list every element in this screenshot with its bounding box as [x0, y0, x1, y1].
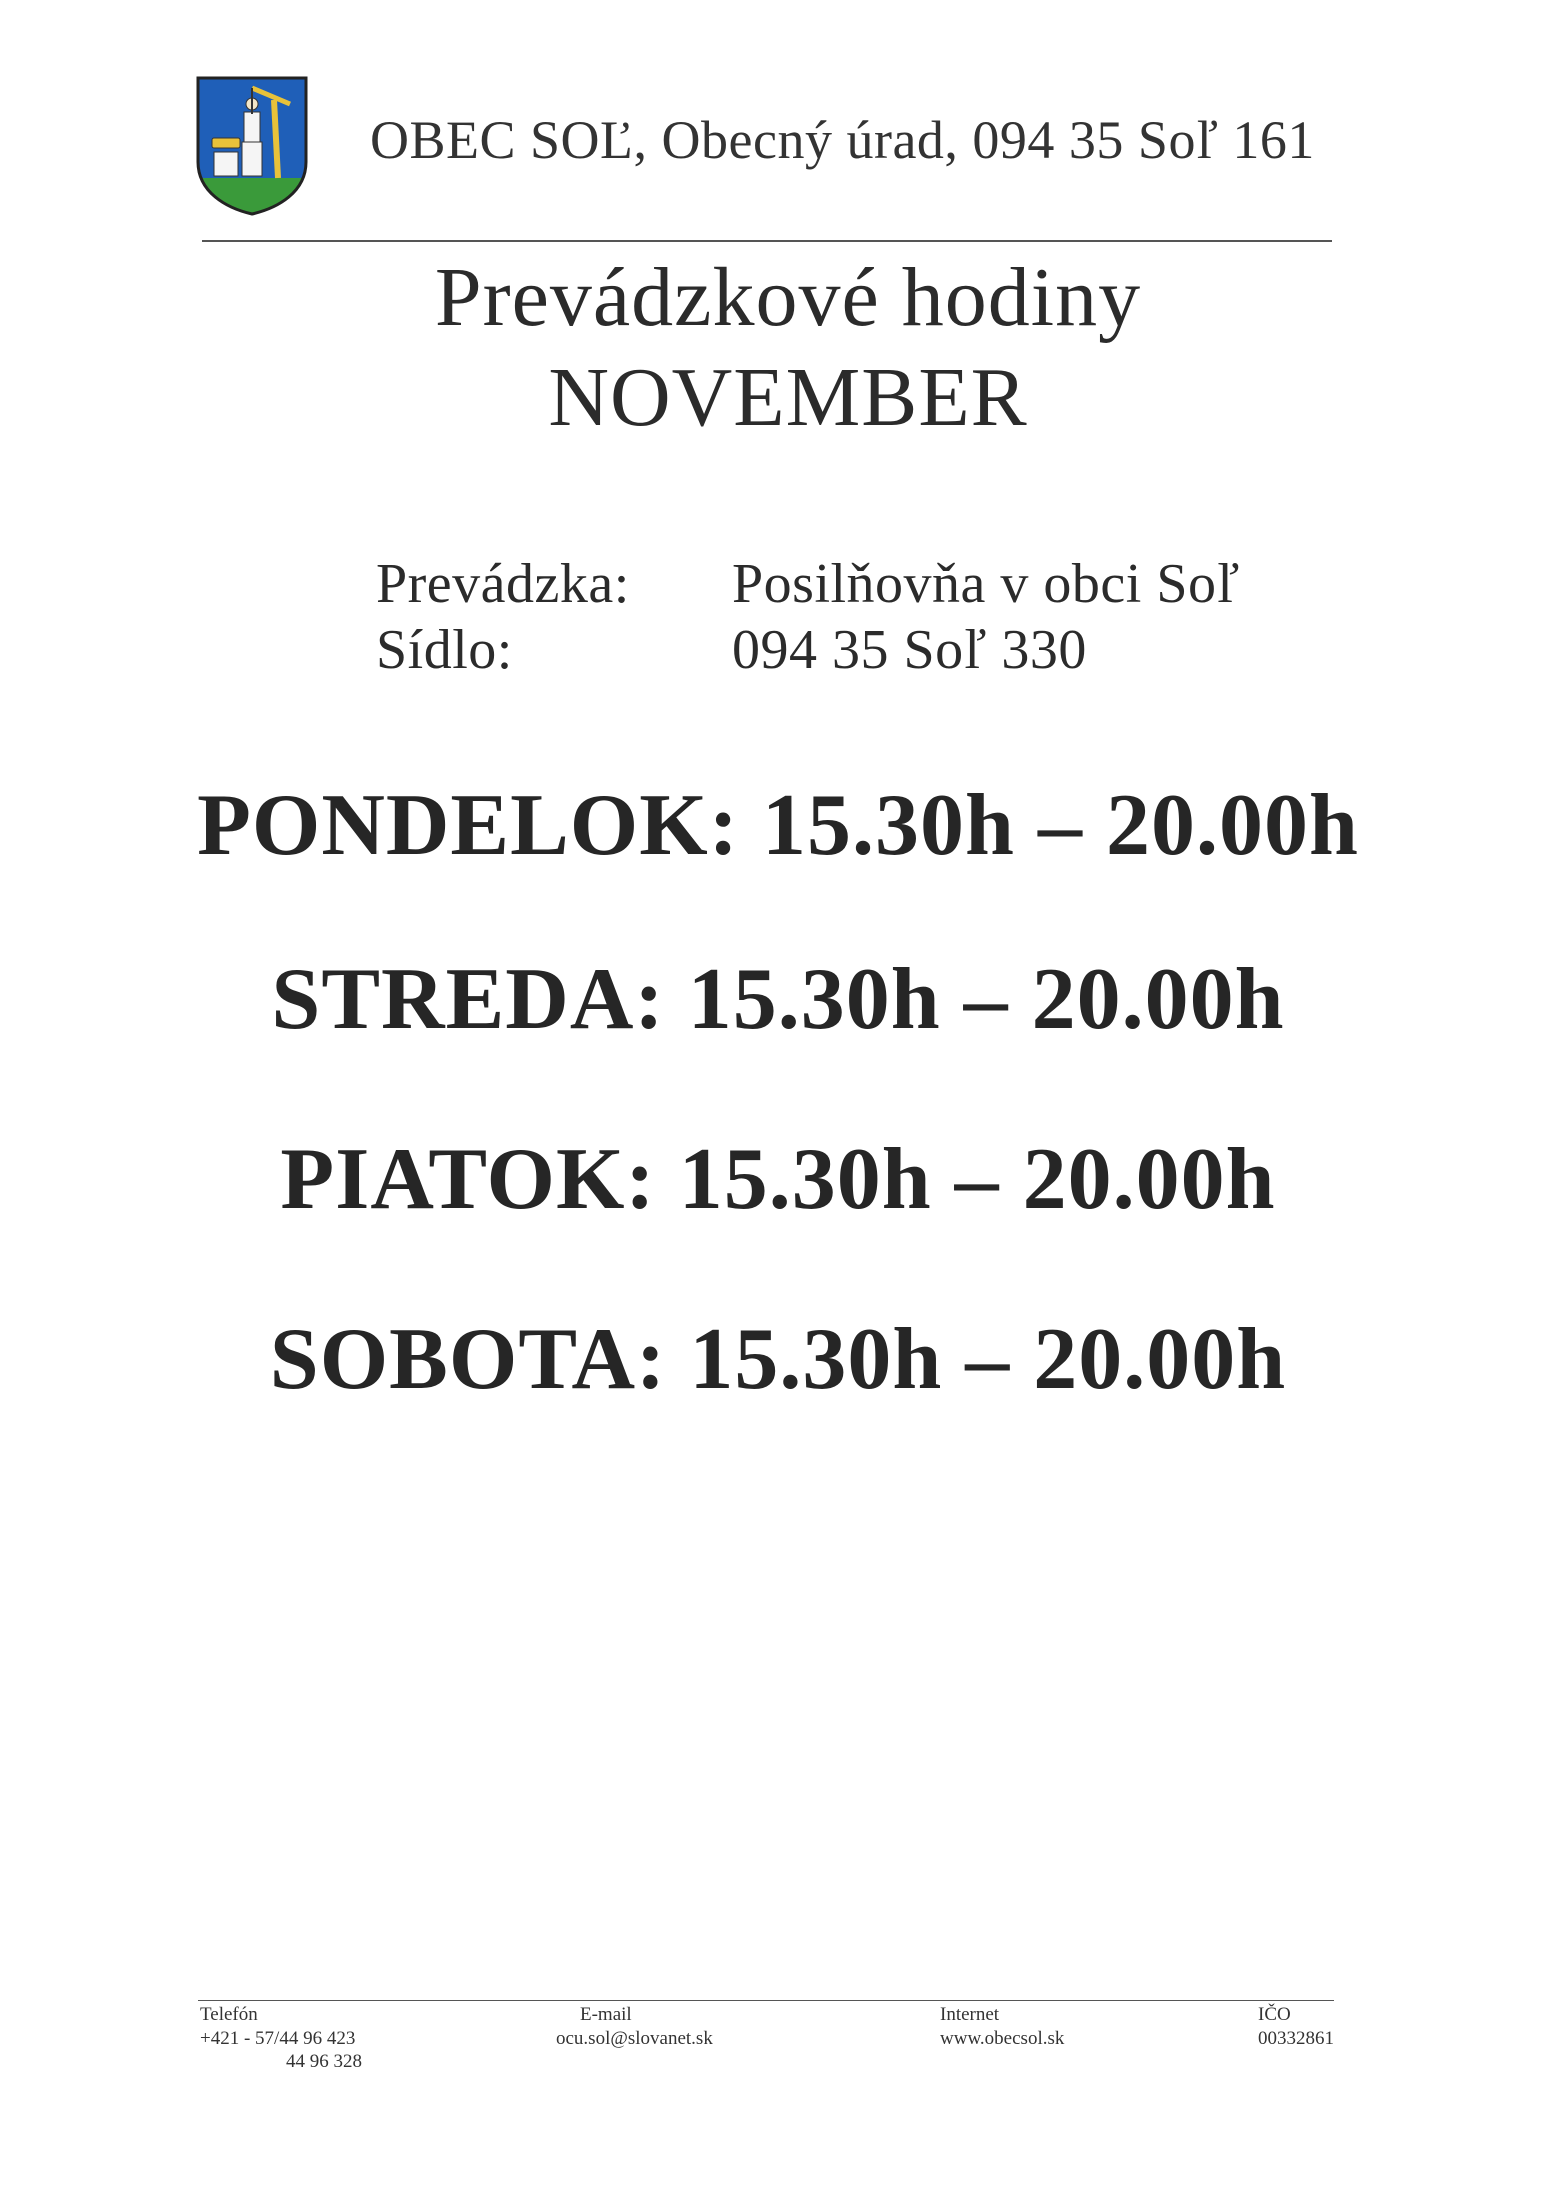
- footer-phone-label: Telefón: [200, 2004, 258, 2025]
- header-title: OBEC SOĽ, Obecný úrad, 094 35 Soľ 161: [370, 110, 1315, 170]
- page-title: Prevádzkové hodiny: [434, 251, 1142, 344]
- schedule-monday: PONDELOK: 15.30h – 20.00h: [197, 777, 1359, 874]
- footer-email-label: E-mail: [580, 2004, 632, 2025]
- schedule-wednesday: STREDA: 15.30h – 20.00h: [271, 951, 1285, 1048]
- header-divider: [202, 240, 1332, 242]
- address-label: Sídlo:: [376, 619, 513, 681]
- address-value: 094 35 Soľ 330: [732, 619, 1087, 681]
- coat-of-arms-icon: [194, 74, 310, 216]
- footer-website-link[interactable]: www.obecsol.sk: [940, 2028, 1065, 2049]
- page-subtitle-month: NOVEMBER: [548, 351, 1028, 444]
- footer-internet-label: Internet: [940, 2004, 1000, 2025]
- footer-ico-label: IČO: [1258, 2004, 1291, 2025]
- footer-phone-number: +421 - 57/44 96 423: [200, 2028, 356, 2049]
- schedule-friday: PIATOK: 15.30h – 20.00h: [280, 1131, 1276, 1228]
- footer-phone-number-alt: 44 96 328: [286, 2051, 362, 2072]
- footer-ico-value: 00332861: [1258, 2028, 1334, 2049]
- facility-label: Prevádzka:: [376, 553, 630, 615]
- facility-value: Posilňovňa v obci Soľ: [732, 553, 1240, 615]
- schedule-saturday: SOBOTA: 15.30h – 20.00h: [269, 1311, 1287, 1408]
- footer-email-link[interactable]: ocu.sol@slovanet.sk: [556, 2028, 713, 2049]
- footer-divider: [198, 2000, 1334, 2001]
